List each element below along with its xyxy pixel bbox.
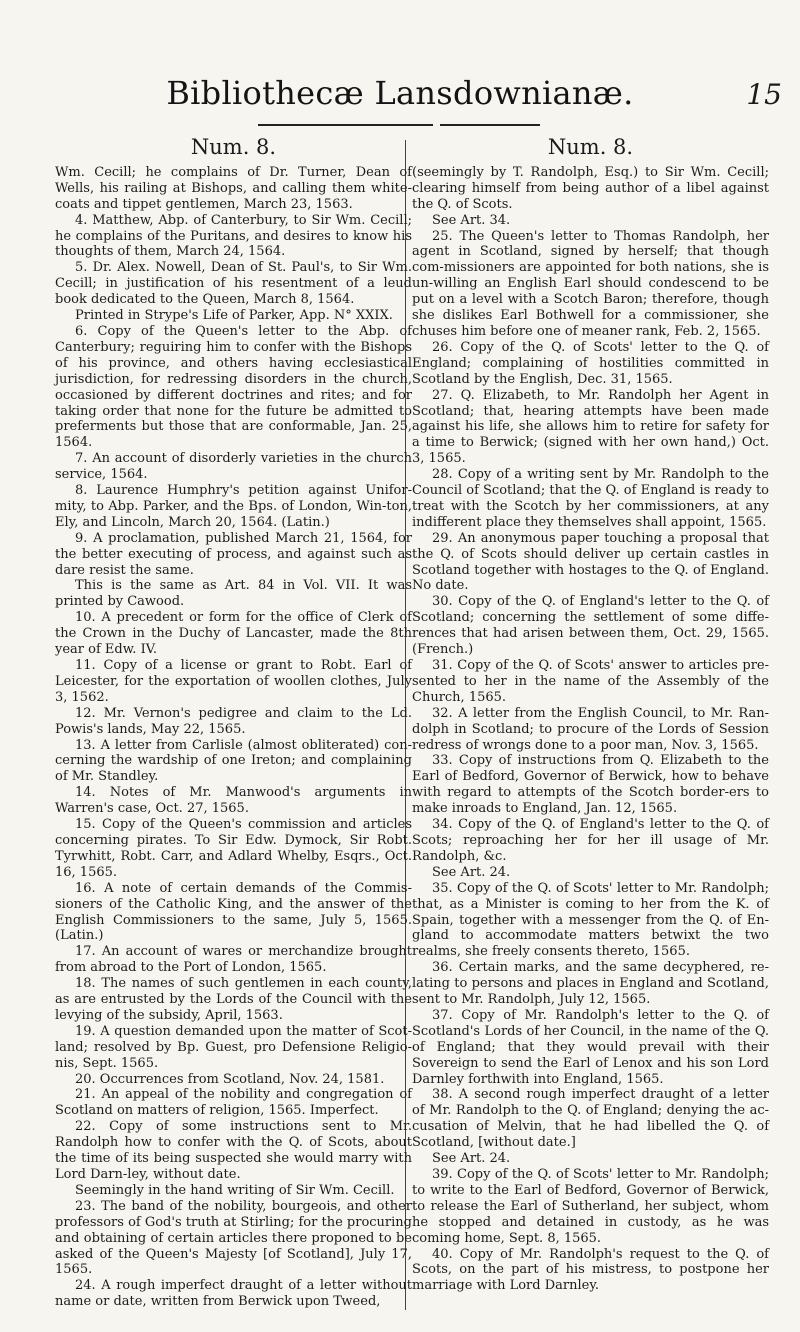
entry-note: Seemingly in the hand writing of Sir Wm. Cecill. <box>75 1182 395 1198</box>
right-column <box>412 135 769 1294</box>
right-column-heading: Num. 8. <box>547 135 634 159</box>
entry-paragraph: 39. Copy of the Q. of Scots' letter to Mr. Randolph; to write to the Earl of Bedford, Governor of Berwick, to release the Earl of Sutherland, her subject, whom he stopped and detained in custody, as he was coming home, Sept. 8, 1565. <box>412 1167 769 1246</box>
entry-paragraph: 17. An account of wares or merchandize brought from abroad to the Port of London, 1565. <box>55 944 412 976</box>
entry-paragraph: 34. Copy of the Q. of England's letter to the Q. of Scots; reproaching her for her ill usage of Mr. Randolph, &c. <box>412 817 769 864</box>
entry-paragraph: 4. Matthew, Abp. of Canterbury, to Sir Wm. Cecill; he complains of the Puritans, and desires to know his thoughts of them, March 24, 1564. <box>55 212 412 260</box>
entry-paragraph: 12. Mr. Vernon's pedigree and claim to the Ld. Powis's lands, May 22, 1565. <box>55 705 412 737</box>
entry-paragraph: 21. An appeal of the nobility and congregation of Scotland on matters of religion, 1565. Imperfect. <box>55 1087 412 1119</box>
entry-paragraph: 26. Copy of the Q. of Scots' letter to the Q. of England; complaining of hostilities committed in Scotland by the English, Dec. 31, 1565. <box>412 339 769 387</box>
page-number: 15 <box>746 78 782 111</box>
entry-paragraph: 14. Notes of Mr. Manwood's arguments in Warren's case, Oct. 27, 1565. <box>55 785 412 817</box>
entry-paragraph: (seemingly by T. Randolph, Esq.) to Sir Wm. Cecill; clearing himself from being author of a libel against the Q. of Scots. <box>412 164 769 212</box>
entry-paragraph: 6. Copy of the Queen's letter to the Abp. of Canterbury; reguiring him to confer with the Bishops of his province, and others having ecclesiastical jurisdiction, for redressing disorders in the church, occasioned by different doctrines and rites; and for taking order that none for the future be admitted to preferments but those that are conformable, Jan. 25, 1564. <box>55 323 412 451</box>
entry-paragraph: 8. Laurence Humphry's petition against Unifor-mity, to Abp. Parker, and the Bps. of London, Win-ton, Ely, and Lincoln, March 20, 1564. (Latin.) <box>55 483 412 530</box>
running-title: Bibliothecæ Lansdownianæ. <box>166 74 634 112</box>
entry-paragraph: 30. Copy of the Q. of England's letter to the Q. of Scotland; concerning the settlement of some diffe-rences that had arisen between them, Oct. 29, 1565. (French.) <box>412 594 769 658</box>
entry-paragraph: Wm. Cecill; he complains of Dr. Turner, Dean of Wells, his railing at Bishops, and calling them white-coats and tippet gentlemen, March 23, 1563. <box>55 164 412 212</box>
entry-paragraph: 10. A precedent or form for the office of Clerk of the Crown in the Duchy of Lancaster, made the 8th year of Edw. IV. <box>55 610 412 658</box>
entry-paragraph: 32. A letter from the English Council, to Mr. Ran-dolph in Scotland; to procure of the Lords of Session redress of wrongs done to a poor man, Nov. 3, 1565. <box>412 705 769 753</box>
entry-paragraph: 38. A second rough imperfect draught of a letter of Mr. Randolph to the Q. of England; denying the ac-cusation of Melvin, that he had libelled the Q. of Scotland, [without date.] <box>412 1087 769 1151</box>
entry-paragraph: 5. Dr. Alex. Nowell, Dean of St. Paul's, to Sir Wm. Cecill; in justification of his resentment of a leud book dedicated to the Queen, March 8, 1564. <box>55 260 412 308</box>
entry-paragraph: 9. A proclamation, published March 21, 1564, for the better executing of process, and against such as dare resist the same. <box>55 530 412 578</box>
entry-paragraph: 18. The names of such gentlemen in each county, as are entrusted by the Lords of the Council with the levying of the subsidy, April, 1563. <box>55 976 412 1023</box>
entry-paragraph: 28. Copy of a writing sent by Mr. Randolph to the Council of Scotland; that the Q. of England is ready to treat with the Scotch by her commissioners, at any indifferent place they themselves shall appoint, 1565. <box>412 467 769 530</box>
entry-paragraph: 40. Copy of Mr. Randolph's request to the Q. of Scots, on the part of his mistress, to postpone her marriage with Lord Darnley. <box>412 1246 769 1294</box>
entry-paragraph: 20. Occurrences from Scotland, Nov. 24, 1581. <box>75 1071 385 1087</box>
entry-paragraph: 33. Copy of instructions from Q. Elizabeth to the Earl of Bedford, Governor of Berwick, how to behave with regard to attempts of the Scotch border-ers to make inroads to England, Jan. 12, 1565. <box>412 753 769 817</box>
entry-paragraph: 15. Copy of the Queen's commission and articles concerning pirates. To Sir Edw. Dymock, Sir Robt. Tyrwhitt, Robt. Carr, and Adlard Whelby, Esqrs., Oct. 16, 1565. <box>55 817 412 880</box>
entry-note: See Art. 24. <box>432 864 511 880</box>
header-rule-left <box>258 124 433 126</box>
entry-paragraph: 23. The band of the nobility, bourgeois, and other professors of God's truth at Stirling; for the procuring and obtaining of certain articles there proponed to be asked of the Queen's Majesty [of Scotland], July 17, 1565. <box>55 1198 412 1278</box>
left-column <box>55 135 412 1310</box>
entry-note: See Art. 34. <box>432 212 511 228</box>
entry-paragraph: 29. An anonymous paper touching a proposal that the Q. of Scots should deliver up certain castles in Scotland together with hostages to the Q. of England. No date. <box>412 530 769 594</box>
entry-paragraph: 22. Copy of some instructions sent to Mr. Randolph how to confer with the Q. of Scots, about the time of its being suspected she would marry with Lord Darn-ley, without date. <box>55 1119 412 1182</box>
entry-paragraph: 11. Copy of a license or grant to Robt. Earl of Leicester, for the exportation of woollen clothes, July 3, 1562. <box>55 658 412 705</box>
entry-paragraph: 36. Certain marks, and the same decyphered, re-lating to persons and places in England and Scotland, sent to Mr. Randolph, July 12, 1565. <box>412 960 769 1008</box>
entry-note: This is the same as Art. 84 in Vol. VII. It was printed by Cawood. <box>55 578 412 610</box>
entry-paragraph: 35. Copy of the Q. of Scots' letter to Mr. Randolph; that, as a Minister is coming to her from the K. of Spain, together with a messenger from the Q. of En-gland to accommodate matters betwixt the two realms, she freely consents thereto, 1565. <box>412 880 769 960</box>
entry-paragraph: 7. An account of disorderly varieties in the church service, 1564. <box>55 451 412 483</box>
entry-paragraph: 16. A note of certain demands of the Commis-sioners of the Catholic King, and the answer of the English Commissioners to the same, July 5, 1565. (Latin.) <box>55 880 412 944</box>
entry-note: See Art. 24. <box>432 1151 511 1167</box>
entry-paragraph: 13. A letter from Carlisle (almost obliterated) con-cerning the wardship of one Ireton; and complaining of Mr. Standley. <box>55 737 412 785</box>
entry-paragraph: 31. Copy of the Q. of Scots' answer to articles pre-sented to her in the name of the Assembly of the Church, 1565. <box>412 658 769 705</box>
entry-paragraph: 24. A rough imperfect draught of a letter without name or date, written from Berwick upon Tweed, <box>55 1278 412 1310</box>
entry-paragraph: 19. A question demanded upon the matter of Scot-land; resolved by Bp. Guest, pro Defensione Religio-nis, Sept. 1565. <box>55 1023 412 1071</box>
page-header <box>0 0 800 60</box>
entry-note: Printed in Strype's Life of Parker, App. N° XXIX. <box>75 308 393 324</box>
entry-paragraph: 37. Copy of Mr. Randolph's letter to the Q. of Scotland's Lords of her Council, in the name of the Q. of England; that they would prevail with their Sovereign to send the Earl of Lenox and his son Lord Darnley forthwith into England, 1565. <box>412 1007 769 1087</box>
left-column-heading: Num. 8. <box>190 135 277 159</box>
entry-paragraph: 27. Q. Elizabeth, to Mr. Randolph her Agent in Scotland; that, hearing attempts have been made against his life, she allows him to retire for safety for a time to Berwick; (signed with her own hand,) Oct. 3, 1565. <box>412 387 769 467</box>
entry-paragraph: 25. The Queen's letter to Thomas Randolph, her agent in Scotland, signed by herself; that though com-missioners are appointed for both nations, she is un-willing an English Earl should condescend to be put on a level with a Scotch Baron; therefore, though she dislikes Earl Bothwell for a commissioner, she chuses him before one of meaner rank, Feb. 2, 1565. <box>412 228 769 339</box>
header-rule-right <box>440 124 540 126</box>
